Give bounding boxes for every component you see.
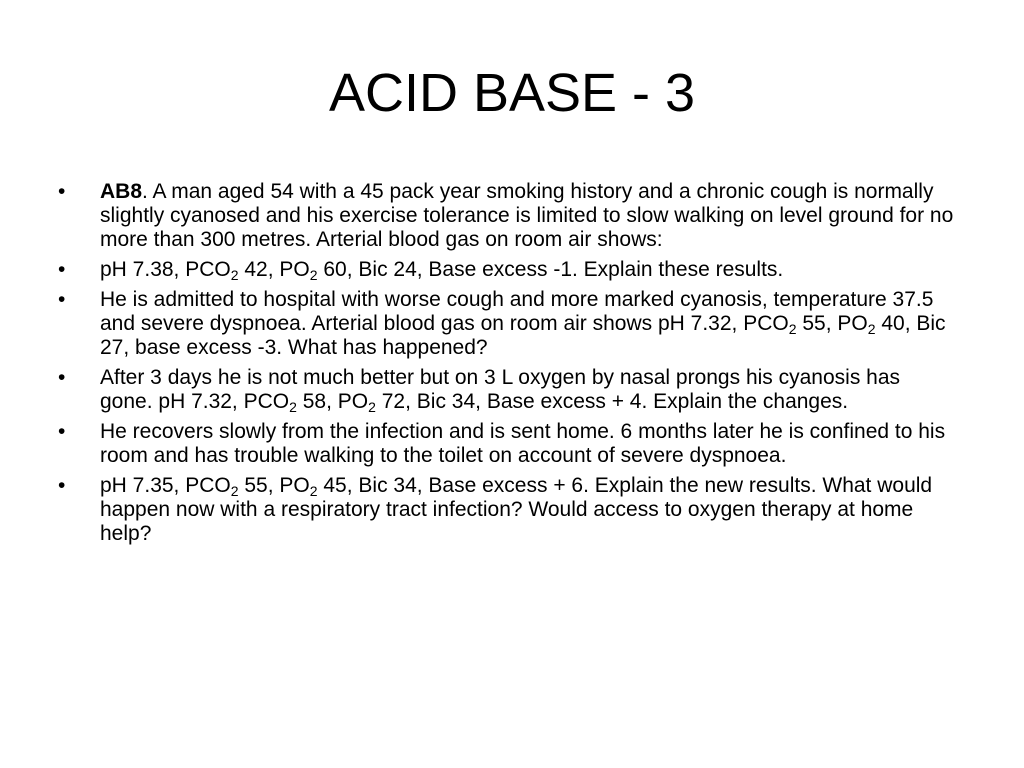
text-part: 42, PO xyxy=(238,258,310,281)
slide-title: ACID BASE - 3 xyxy=(328,63,696,123)
text-part: He is admitted to hospital with worse cough and more marked cyanosis, temperature 37.5 and severe dyspnoea. Arterial blood gas on room air shows pH 7.32, PCO xyxy=(100,288,934,335)
text-part: 55, PO xyxy=(238,474,310,497)
text-part: 60, Bic 24, Base excess -1. Explain these results. xyxy=(317,258,784,281)
text-part: After 3 days he is not much better but on 3 L oxygen by nasal prongs his cyanosis has gone. pH 7.32, PCO xyxy=(100,366,901,413)
bullet-icon: • xyxy=(58,366,66,389)
subscript: 2 xyxy=(230,267,239,283)
bullet-item-baseline-gas xyxy=(58,258,958,282)
text-part: 72, Bic 34, Base excess + 4. Explain the changes. xyxy=(375,390,849,413)
subscript: 2 xyxy=(289,399,297,415)
bullet-list xyxy=(58,180,958,552)
case-label: AB8 xyxy=(100,180,143,203)
bullet-icon: • xyxy=(58,288,66,311)
bullet-item-case-intro xyxy=(58,180,958,252)
bullet-icon: • xyxy=(58,180,66,203)
text-part: pH 7.38, PCO xyxy=(100,258,231,281)
subscript: 2 xyxy=(867,321,876,337)
bullet-item-after-three-days xyxy=(58,366,958,414)
bullet-item-recovery xyxy=(58,420,958,468)
subscript: 2 xyxy=(230,483,239,499)
text-part: 58, PO xyxy=(296,390,369,413)
text-part: 45, Bic 34, Base excess + 6. Explain the new results. What would happen now with a respiratory tract infection? Would access to oxygen therapy at home help? xyxy=(100,474,933,545)
text-part: He recovers slowly from the infection and is sent home. 6 months later he is confined to his room and has trouble walking to the toilet on account of severe dyspnoea. xyxy=(100,420,946,467)
text-part: 55, PO xyxy=(796,312,868,335)
bullet-icon: • xyxy=(58,258,66,281)
subscript: 2 xyxy=(368,399,376,415)
text-part: pH 7.35, PCO xyxy=(100,474,231,497)
subscript: 2 xyxy=(309,483,318,499)
bullet-item-admission xyxy=(58,288,958,360)
bullet-item-new-results xyxy=(58,474,958,546)
text-part: 40, Bic 27, base excess -3. What has happened? xyxy=(100,312,946,359)
bullet-icon: • xyxy=(58,420,66,443)
bullet-icon: • xyxy=(58,474,66,497)
subscript: 2 xyxy=(309,267,318,283)
case-intro-text: . A man aged 54 with a 45 pack year smoking history and a chronic cough is normally slightly cyanosed and his exercise tolerance is limited to slow walking on level ground for no more than 300 metres. Arterial blood gas on room air shows: xyxy=(100,180,954,251)
subscript: 2 xyxy=(788,321,797,337)
